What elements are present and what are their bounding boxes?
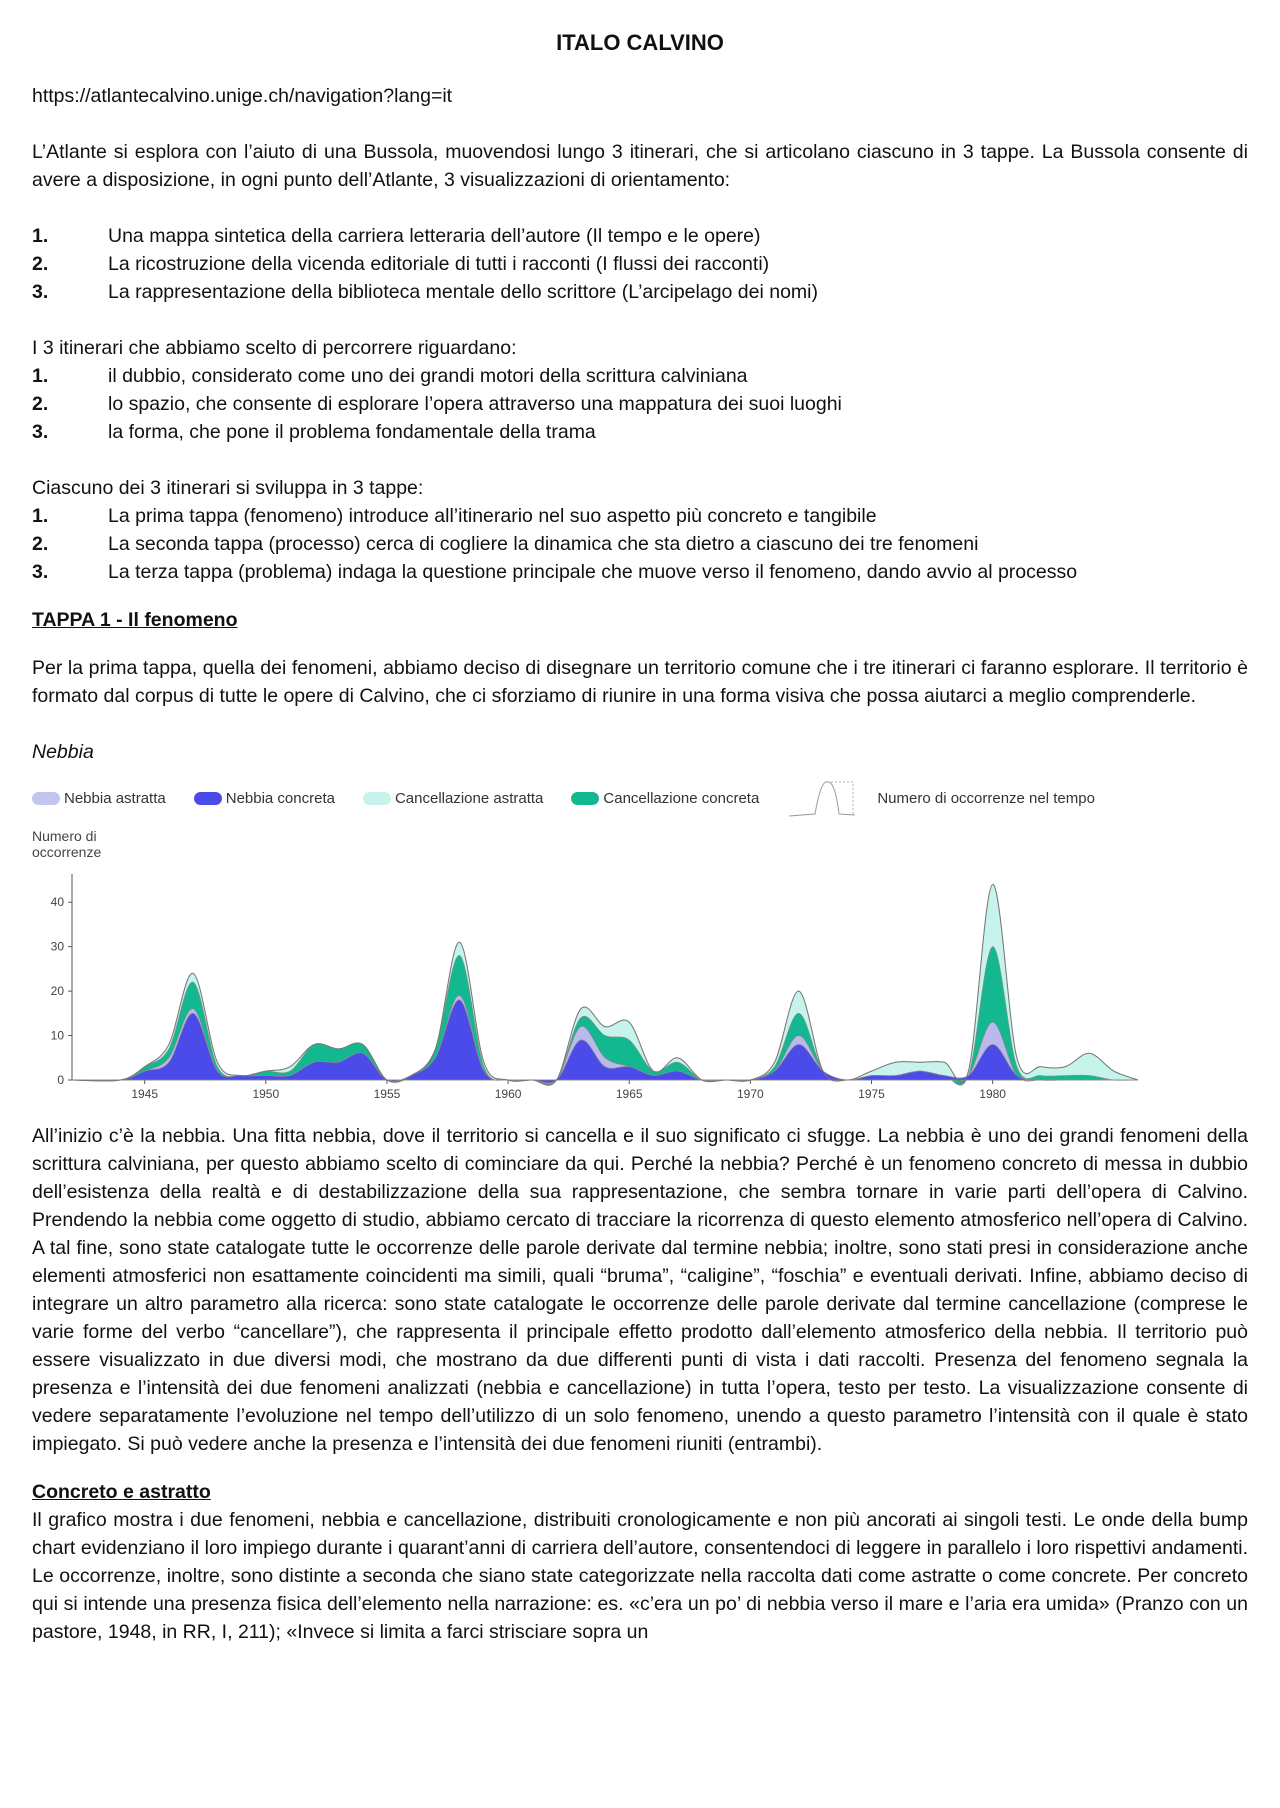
list-item: 1. il dubbio, considerato come uno dei grandi motori della scrittura calviniana: [32, 365, 748, 387]
legend-item: Nebbia concreta: [194, 790, 335, 807]
page-title: ITALO CALVINO: [556, 30, 724, 55]
nebbia-paragraph: All’inizio c’è la nebbia. Una fitta nebbia, dove il territorio si cancella e il suo significato ci sfugge. La nebbia è uno dei grandi fenomeni della scrittura calviniana, per questo abbiamo scelto di cominciare da qui. Perché la nebbia? Perché è un fenomeno concreto di messa in dubbio dell’esistenza della realtà e di destabilizzazione della sua rappresentazione, che sembra tornare in varie parti dell’opera di Calvino. Prendendo la nebbia come oggetto di studio, abbiamo cercato di tracciare la ricorrenza di questo elemento atmosferico nell’opera di Calvino. A tal fine, sono state catalogate tutte le occorrenze delle parole derivate dal termine nebbia; inoltre, sono stati presi in considerazione anche elementi atmosferici non esattamente coincidenti ma simili, quali “bruma”, “caligine”, “foschia” e eventuali derivati. Infine, abbiamo deciso di integrare un altro parametro alla ricerca: sono state catalogate le occorrenze delle parole derivate dal termine cancellazione (comprese le varie forme del verbo “cancellare”), che rappresenta il principale effetto prodotto dall’elemento atmosferico della nebbia. Il territorio può essere visualizzato in due diversi modi, che mostrano da due differenti punti di vista i dati raccolti. Presenza del fenomeno segnala la presenza e l’intensità dei due fenomeni analizzati (nebbia e cancellazione) in tutta l’opera, testo per testo. La visualizzazione consente di vedere separatamente l’evoluzione nel tempo dell’utilizzo di un solo fenomeno, unendo a questo parametro l’intensità con il quale è stato impiegato. Si può vedere anche la presenza e l’intensità dei due fenomeni riuniti (entrambi).: [32, 1125, 1248, 1455]
y-tick-label: 40: [50, 895, 64, 910]
list-item: 3. La rappresentazione della biblioteca mentale dello scrittore (L’arcipelago dei nomi): [32, 281, 818, 303]
list-item: 2. La seconda tappa (processo) cerca di cogliere la dinamica che sta dietro a ciascuno dei tre fenomeni: [32, 533, 979, 555]
x-tick-label: 1960: [494, 1087, 522, 1101]
tappa1-paragraph: Per la prima tappa, quella dei fenomeni, abbiamo deciso di disegnare un territorio comune che i tre itinerari ci faranno esplorare. Il territorio è formato dal corpus di tutte le opere di Calvino, che ci sforziamo di riunire in una forma visiva che possa aiutarci a meglio comprenderle.: [32, 657, 1248, 707]
y-tick-label: 0: [57, 1073, 64, 1087]
x-tick-label: 1945: [131, 1087, 159, 1101]
nebbia-heading: Nebbia: [32, 741, 94, 763]
list-item: 2. lo spazio, che consente di esplorare l’opera attraverso una mappatura dei suoi luoghi: [32, 393, 842, 415]
x-tick-label: 1970: [737, 1087, 764, 1101]
x-tick-label: 1950: [252, 1087, 280, 1101]
y-tick-label: 20: [50, 984, 64, 999]
legend-item: Cancellazione astratta: [363, 790, 543, 807]
section-title-concreto: Concreto e astratto: [32, 1481, 211, 1503]
legend-swatch-cancellazione-concreta: [571, 792, 599, 805]
y-tick-label: 30: [50, 939, 64, 954]
nebbia-chart: [32, 778, 1142, 1118]
legend-occurrence-curve-icon: [787, 778, 857, 818]
compass-list: [32, 222, 1248, 306]
y-axis-label: Numero di occorrenze: [32, 828, 102, 860]
chart-plot: [32, 860, 1142, 1110]
document-page: [32, 26, 1248, 1646]
list-item: 3. la forma, che pone il problema fondamentale della trama: [32, 421, 596, 443]
concreto-paragraph: Il grafico mostra i due fenomeni, nebbia e cancellazione, distribuiti cronologicamente e non più ancorati ai singoli testi. Le onde della bump chart evidenziano il loro impiego durante i quarant’anni di carriera dell’autore, consentendoci di leggere in parallelo i loro rispettivi andamenti. Le occorrenze, inoltre, sono distinte a seconda che siano state categorizzate nella raccolta dati come astratte o come concrete. Per concreto qui si intende una presenza fisica dell’elemento nella narrazione: es. «c’era un po’ di nebbia verso il mare e l’aria era umida» (Pranzo con un pastore, 1948, in RR, I, 211); «Invece si limita a farci strisciare sopra un: [32, 1509, 1248, 1643]
x-tick-label: 1975: [858, 1087, 885, 1101]
legend-item: Numero di occorrenze nel tempo: [877, 789, 1095, 807]
intro-paragraph: L’Atlante si esplora con l’aiuto di una Bussola, muovendosi lungo 3 itinerari, che si articolano ciascuno in 3 tappe. La Bussola consente di avere a disposizione, in ogni punto dell’Atlante, 3 visualizzazioni di orientamento:: [32, 141, 1248, 191]
x-tick-label: 1965: [615, 1087, 643, 1101]
legend-swatch-cancellazione-astratta: [363, 792, 391, 805]
y-tick-label: 10: [50, 1028, 64, 1043]
tappe-intro: Ciascuno dei 3 itinerari si sviluppa in 3 tappe:: [32, 477, 424, 499]
legend-item: Nebbia astratta: [32, 790, 166, 807]
itinerari-intro: I 3 itinerari che abbiamo scelto di percorrere riguardano:: [32, 337, 517, 359]
x-tick-label: 1980: [979, 1087, 1006, 1101]
x-tick-label: 1955: [373, 1087, 401, 1101]
chart-legend: [32, 778, 1142, 818]
section-title-tappa1: TAPPA 1 - Il fenomeno: [32, 609, 238, 631]
legend-swatch-nebbia-astratta: [32, 792, 60, 805]
tappe-list: [32, 502, 1248, 586]
itinerari-list: [32, 362, 1248, 446]
list-item: 2. La ricostruzione della vicenda editoriale di tutti i racconti (I flussi dei racconti): [32, 253, 770, 275]
list-item: 1. La prima tappa (fenomeno) introduce all’itinerario nel suo aspetto più concreto e tangibile: [32, 505, 877, 527]
list-item: 3. La terza tappa (problema) indaga la questione principale che muove verso il fenomeno, dando avvio al processo: [32, 561, 1078, 583]
legend-swatch-nebbia-concreta: [194, 792, 222, 805]
legend-item: Cancellazione concreta: [571, 790, 759, 807]
source-url: https://atlantecalvino.unige.ch/navigation?lang=it: [32, 85, 453, 107]
list-item: 1. Una mappa sintetica della carriera letteraria dell’autore (Il tempo e le opere): [32, 225, 761, 247]
